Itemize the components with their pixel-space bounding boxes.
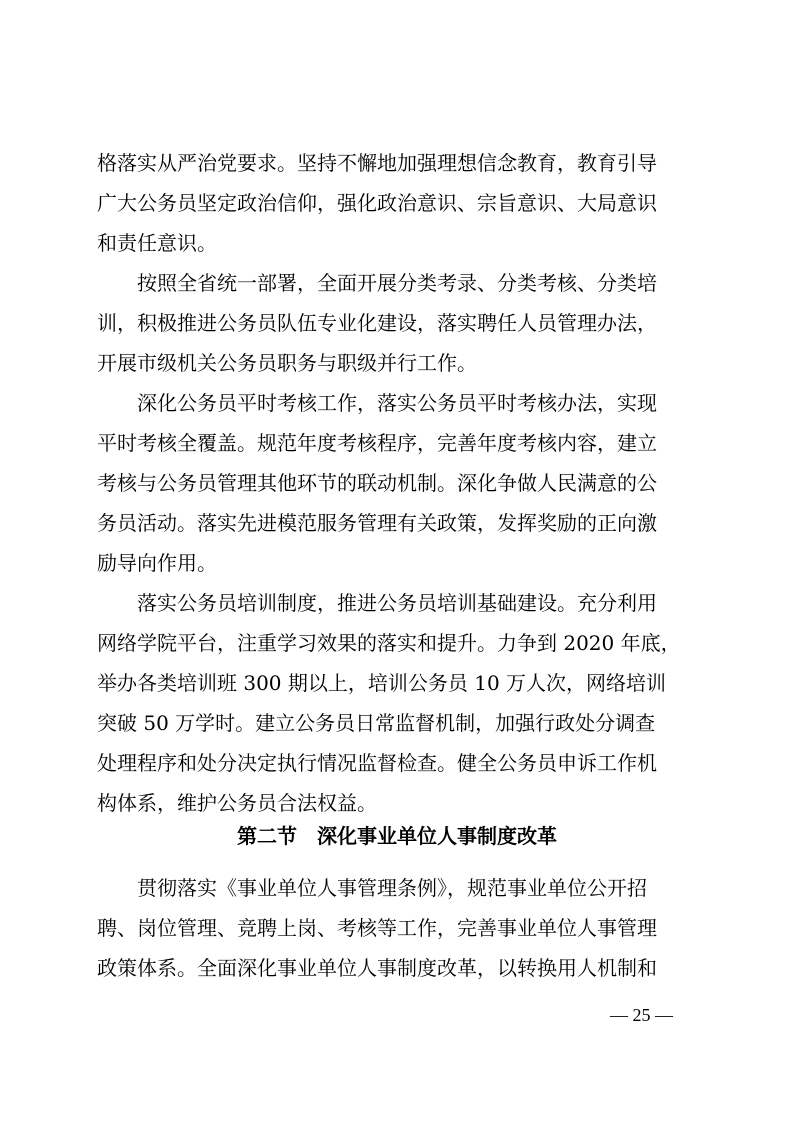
text-line: 聘、岗位管理、竞聘上岗、考核等工作，完善事业单位人事管理 (97, 916, 657, 940)
text-line: 广大公务员坚定政治信仰，强化政治意识、宗旨意识、大局意识 (97, 191, 657, 215)
section-heading (97, 816, 697, 856)
text-line: 深化公务员平时考核工作，落实公务员平时考核办法，实现 (137, 391, 657, 415)
text-line: 开展市级机关公务员职务与职级并行工作。 (97, 351, 477, 375)
text-line: 处理程序和处分决定执行情况监督检查。健全公务员申诉工作机 (97, 751, 657, 775)
text-line: 政策体系。全面深化事业单位人事制度改革，以转换用人机制和 (97, 956, 657, 980)
text-line: 励导向作用。 (97, 551, 217, 575)
text-line: 平时考核全覆盖。规范年度考核程序，完善年度考核内容，建立 (97, 431, 657, 455)
text-line: 考核与公务员管理其他环节的联动机制。深化争做人民满意的公 (97, 471, 657, 495)
section-title: 深化事业单位人事制度改革 (317, 824, 557, 848)
text-line: 落实公务员培训制度，推进公务员培训基础建设。充分利用 (137, 591, 657, 615)
body-text-upper (97, 143, 697, 823)
paragraph-4 (97, 583, 697, 823)
paragraph-3 (97, 383, 697, 583)
text-line: 和责任意识。 (97, 231, 217, 255)
text-line: 务员活动。落实先进模范服务管理有关政策，发挥奖励的正向激 (97, 511, 657, 535)
text-line: 举办各类培训班 300 期以上，培训公务员 10 万人次，网络培训 (97, 671, 667, 695)
text-line: 训，积极推进公务员队伍专业化建设，落实聘任人员管理办法， (97, 311, 657, 335)
paragraph-1 (97, 143, 697, 263)
body-text-lower (97, 868, 697, 988)
paragraph-2 (97, 263, 697, 383)
text-line: 按照全省统一部署，全面开展分类考录、分类考核、分类培 (137, 271, 657, 295)
text-line: 网络学院平台，注重学习效果的落实和提升。力争到 2020 年底， (97, 631, 681, 655)
paragraph-5 (97, 868, 697, 988)
text-line: 突破 50 万学时。建立公务员日常监督机制，加强行政处分调查 (97, 711, 656, 735)
page-number: — 25 — (610, 1005, 673, 1025)
text-line: 格落实从严治党要求。坚持不懈地加强理想信念教育，教育引导 (97, 151, 657, 175)
text-line: 构体系，维护公务员合法权益。 (97, 791, 377, 815)
text-line: 贯彻落实《事业单位人事管理条例》，规范事业单位公开招 (137, 876, 647, 900)
section-number: 第二节 (237, 824, 297, 848)
